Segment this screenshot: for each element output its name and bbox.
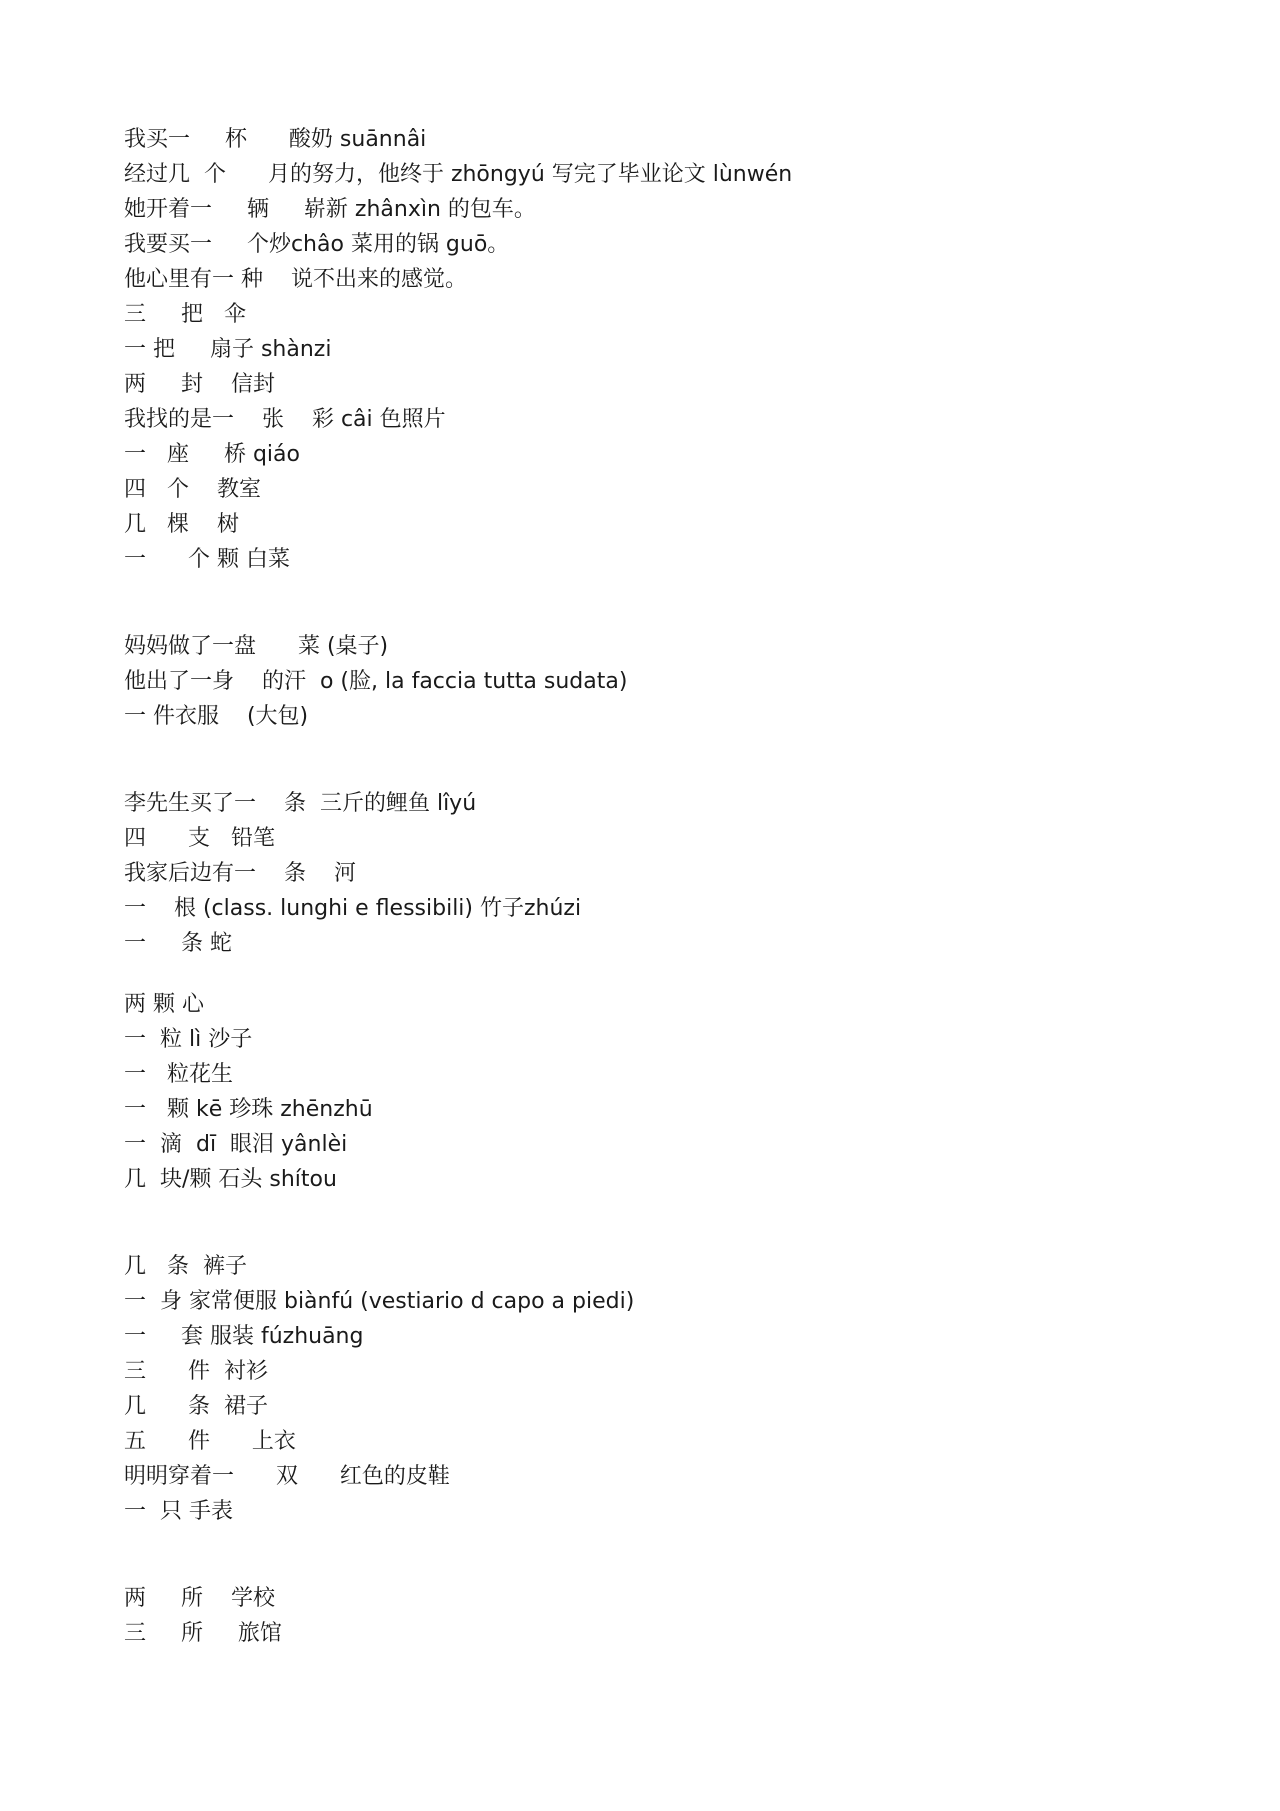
text-line: 一 把 扇子 shànzi [124, 337, 332, 362]
text-line: 一 根 (class. lunghi e flessibili) 竹子zhúzi [124, 896, 582, 921]
text-line: 一 滴 dī 眼泪 yânlèi [124, 1132, 348, 1157]
text-line: 妈妈做了一盘 菜 (桌子) [124, 634, 389, 659]
text-line: 我要买一 个炒châo 菜用的锅 guō。 [124, 232, 510, 257]
text-line: 我家后边有一 条 河 [124, 861, 356, 886]
text-line: 五 件 上衣 [124, 1429, 296, 1454]
text-line: 我找的是一 张 彩 câi 色照片 [124, 407, 446, 432]
text-line: 几 块/颗 石头 shítou [124, 1167, 337, 1192]
text-line: 她开着一 辆 崭新 zhânxìn 的包车。 [124, 197, 536, 222]
text-line: 一 个 颗 白菜 [124, 547, 290, 572]
text-line: 我买一 杯 酸奶 suānnâi [124, 127, 427, 152]
text-line: 明明穿着一 双 红色的皮鞋 [124, 1464, 450, 1489]
text-line: 他出了一身 的汗 o (脸, la faccia tutta sudata) [124, 669, 628, 694]
text-line: 两 封 信封 [124, 372, 275, 397]
text-line: 一 身 家常便服 biànfú (vestiario d capo a piedi) [124, 1289, 635, 1314]
text-line: 一 座 桥 qiáo [124, 442, 300, 467]
text-line: 他心里有一 种 说不出来的感觉。 [124, 267, 467, 292]
text-line: 三 所 旅馆 [124, 1621, 282, 1646]
text-line: 三 件 衬衫 [124, 1359, 268, 1384]
text-line: 四 个 教室 [124, 477, 261, 502]
text-line: 一 条 蛇 [124, 931, 232, 956]
text-line: 两 颗 心 [124, 992, 204, 1017]
text-line: 一 粒 lì 沙子 [124, 1027, 253, 1052]
text-line: 经过几 个 月的努力，他终于 zhōngyú 写完了毕业论文 lùnwén [124, 162, 793, 187]
text-line: 李先生买了一 条 三斤的鲤鱼 lîyú [124, 791, 477, 816]
text-line: 几 棵 树 [124, 512, 239, 537]
text-line: 四 支 铅笔 [124, 826, 275, 851]
text-line: 一 只 手表 [124, 1499, 233, 1524]
text-line: 一 件衣服 (大包) [124, 704, 309, 729]
text-line: 几 条 裤子 [124, 1254, 247, 1279]
text-line: 一 粒花生 [124, 1062, 233, 1087]
text-line: 一 颗 kē 珍珠 zhēnzhū [124, 1097, 373, 1122]
text-line: 三 把 伞 [124, 302, 246, 327]
text-line: 几 条 裙子 [124, 1394, 268, 1419]
text-line: 两 所 学校 [124, 1586, 275, 1611]
text-line: 一 套 服装 fúzhuāng [124, 1324, 364, 1349]
